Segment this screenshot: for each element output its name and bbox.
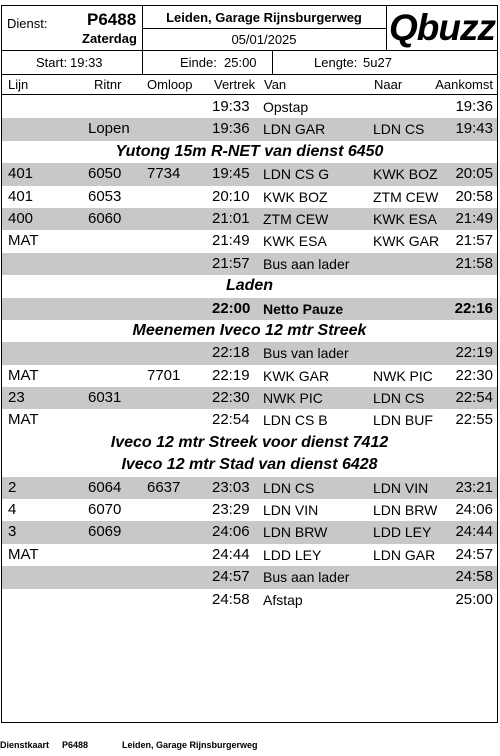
schedule-row (2, 96, 497, 118)
col-vertrek: Vertrek (214, 77, 256, 92)
col-naar: Naar (374, 77, 403, 92)
cell-ritnr: 6031 (88, 389, 122, 407)
col-lijn: Lijn (8, 77, 29, 92)
times-bar (2, 50, 497, 75)
cell-vertrek: 22:54 (212, 411, 250, 429)
cell-vertrek: 19:36 (212, 120, 250, 138)
schedule-row (2, 253, 497, 275)
cell-aankomst: 24:06 (455, 501, 493, 519)
cell-lijn: MAT (8, 411, 39, 429)
cell-naar: LDN BUF (373, 412, 433, 429)
schedule-row (2, 230, 497, 252)
schedule-rows (2, 96, 497, 611)
qbuzz-logo: Qbuzz (389, 7, 495, 48)
cell-ritnr: 6060 (88, 209, 122, 227)
cell-lijn: 401 (8, 165, 34, 183)
service-date: 05/01/2025 (231, 32, 297, 47)
cell-aankomst: 21:57 (455, 232, 493, 250)
dienst-label: Dienst: (7, 16, 48, 31)
cell-aankomst: 22:19 (455, 344, 493, 362)
day-of-week: Zaterdag (82, 31, 137, 46)
section-heading (2, 320, 497, 342)
cell-vertrek: 24:57 (212, 568, 250, 586)
einde-label: Einde: (180, 55, 217, 70)
cell-naar: LDN GAR (373, 546, 436, 563)
cell-vertrek: 22:30 (212, 389, 250, 407)
section-heading (2, 432, 497, 454)
schedule-row (2, 409, 497, 431)
cell-van: KWK BOZ (263, 188, 328, 205)
cell-aankomst: 22:30 (455, 366, 493, 384)
col-van: Van (264, 77, 287, 92)
cell-vertrek: 24:06 (212, 523, 250, 541)
cell-lijn: MAT (8, 232, 39, 250)
section-text: Laden (225, 277, 274, 295)
cell-naar: LDN BRW (373, 502, 438, 519)
section-heading (2, 454, 497, 476)
cell-vertrek: 21:57 (212, 254, 250, 272)
cell-ritnr: 6069 (88, 523, 122, 541)
cell-lijn: MAT (8, 545, 39, 563)
cell-ritnr: 6050 (88, 165, 122, 183)
cell-van: LDN CS B (263, 412, 328, 429)
start-label: Start: (36, 55, 68, 70)
cell-aankomst: 22:54 (455, 389, 493, 407)
schedule-row (2, 589, 497, 611)
dienst-cell (2, 6, 143, 50)
cell-vertrek: 22:18 (212, 344, 250, 362)
footer-label: Dienstkaart (0, 740, 50, 750)
cell-omloop: 7734 (147, 165, 181, 183)
cell-van: LDN CS G (263, 166, 330, 183)
section-text: Meenemen Iveco 12 mtr Streek (132, 321, 367, 339)
cell-vertrek: 21:01 (212, 209, 250, 227)
cell-lijn: 4 (8, 501, 17, 519)
lengte-value: 5u27 (363, 55, 392, 70)
schedule-row (2, 521, 497, 543)
cell-van: Bus aan lader (263, 255, 350, 272)
cell-lijn: 23 (8, 389, 25, 407)
cell-vertrek: 19:33 (212, 98, 250, 115)
schedule-row (2, 544, 497, 566)
footer-garage: Leiden, Garage Rijnsburgerweg (122, 740, 258, 750)
cell-aankomst: 24:57 (455, 545, 493, 563)
cell-van: ZTM CEW (263, 210, 329, 227)
cell-naar: LDN VIN (373, 479, 429, 496)
cell-lijn: MAT (8, 366, 39, 384)
cell-vertrek: 19:45 (212, 165, 250, 183)
column-header (2, 74, 497, 95)
cell-van: LDN BRW (263, 524, 328, 541)
schedule-row (2, 387, 497, 409)
cell-van: NWK PIC (263, 390, 323, 407)
col-aankomst: Aankomst (435, 77, 493, 92)
cell-ritnr: 6064 (88, 478, 122, 496)
cell-aankomst: 22:16 (454, 299, 493, 317)
cell-naar: KWK GAR (373, 233, 440, 250)
cell-aankomst: 20:05 (455, 165, 493, 183)
schedule-row (2, 163, 497, 185)
cell-van: KWK ESA (263, 233, 327, 250)
cell-van: LDN CS (263, 479, 315, 496)
cell-naar: LDD LEY (373, 524, 432, 541)
section-text: Iveco 12 mtr Stad van dienst 6428 (121, 456, 378, 474)
einde-time: 25:00 (224, 55, 257, 70)
cell-van: LDN GAR (263, 121, 326, 138)
cell-vertrek: 23:03 (212, 478, 250, 496)
cell-omloop: 7701 (147, 366, 181, 384)
cell-lijn: 2 (8, 478, 17, 496)
duty-card (1, 5, 498, 723)
section-text: Iveco 12 mtr Streek voor dienst 7412 (110, 433, 389, 451)
garage-name: Leiden, Garage Rijnsburgerweg (166, 10, 362, 25)
cell-van: LDN VIN (263, 502, 319, 519)
cell-ritnr: Lopen (88, 120, 130, 138)
cell-van: Bus aan lader (263, 569, 350, 586)
cell-aankomst: 19:36 (455, 98, 493, 115)
cell-van: Netto Pauze (263, 300, 344, 317)
section-heading (2, 275, 497, 297)
cell-van: Bus van lader (263, 345, 349, 362)
footer-dienst: P6488 (62, 740, 89, 750)
cell-vertrek: 22:19 (212, 366, 250, 384)
cell-naar: NWK PIC (373, 367, 433, 384)
cell-aankomst: 24:44 (455, 523, 493, 541)
cell-naar: LDN CS (373, 121, 425, 138)
divider (272, 50, 273, 74)
cell-lijn: 400 (8, 209, 34, 227)
cell-ritnr: 6053 (88, 187, 122, 205)
lengte-label: Lengte: (314, 55, 358, 70)
cell-vertrek: 22:00 (212, 299, 251, 317)
cell-naar: ZTM CEW (373, 188, 439, 205)
section-text: Yutong 15m R-NET van dienst 6450 (115, 142, 384, 160)
schedule-row (2, 298, 497, 320)
cell-aankomst: 23:21 (455, 478, 493, 496)
cell-vertrek: 24:44 (212, 545, 250, 563)
schedule-row (2, 118, 497, 140)
garage-cell (142, 6, 387, 50)
cell-omloop: 6637 (147, 478, 181, 496)
cell-van: Opstap (263, 99, 309, 115)
cell-van: KWK GAR (263, 367, 330, 384)
cell-vertrek: 21:49 (212, 232, 250, 250)
start-time: 19:33 (70, 55, 103, 70)
cell-lijn: 401 (8, 187, 34, 205)
cell-van: LDD LEY (263, 546, 322, 563)
cell-aankomst: 25:00 (455, 590, 493, 608)
cell-aankomst: 24:58 (455, 568, 493, 586)
card-header (2, 6, 497, 51)
cell-aankomst: 20:58 (455, 187, 493, 205)
cell-aankomst: 22:55 (455, 411, 493, 429)
schedule-row (2, 342, 497, 364)
schedule-row (2, 499, 497, 521)
cell-vertrek: 20:10 (212, 187, 250, 205)
cell-naar: KWK BOZ (373, 166, 438, 183)
cell-vertrek: 24:58 (212, 590, 250, 608)
dienst-number: P6488 (87, 10, 137, 29)
cell-aankomst: 19:43 (455, 120, 493, 138)
divider (142, 50, 143, 74)
cell-vertrek: 23:29 (212, 501, 250, 519)
schedule-row (2, 365, 497, 387)
col-ritnr: Ritnr (94, 77, 122, 92)
schedule-row (2, 186, 497, 208)
cell-ritnr: 6070 (88, 501, 122, 519)
schedule-row (2, 208, 497, 230)
divider (142, 28, 386, 29)
cell-aankomst: 21:49 (455, 209, 493, 227)
col-omloop: Omloop (147, 77, 193, 92)
cell-lijn: 3 (8, 523, 17, 541)
cell-naar: LDN CS (373, 390, 425, 407)
schedule-row (2, 566, 497, 588)
cell-van: Afstap (263, 591, 303, 608)
cell-naar: KWK ESA (373, 210, 437, 227)
cell-aankomst: 21:58 (455, 254, 493, 272)
section-heading (2, 141, 497, 163)
schedule-row (2, 477, 497, 499)
